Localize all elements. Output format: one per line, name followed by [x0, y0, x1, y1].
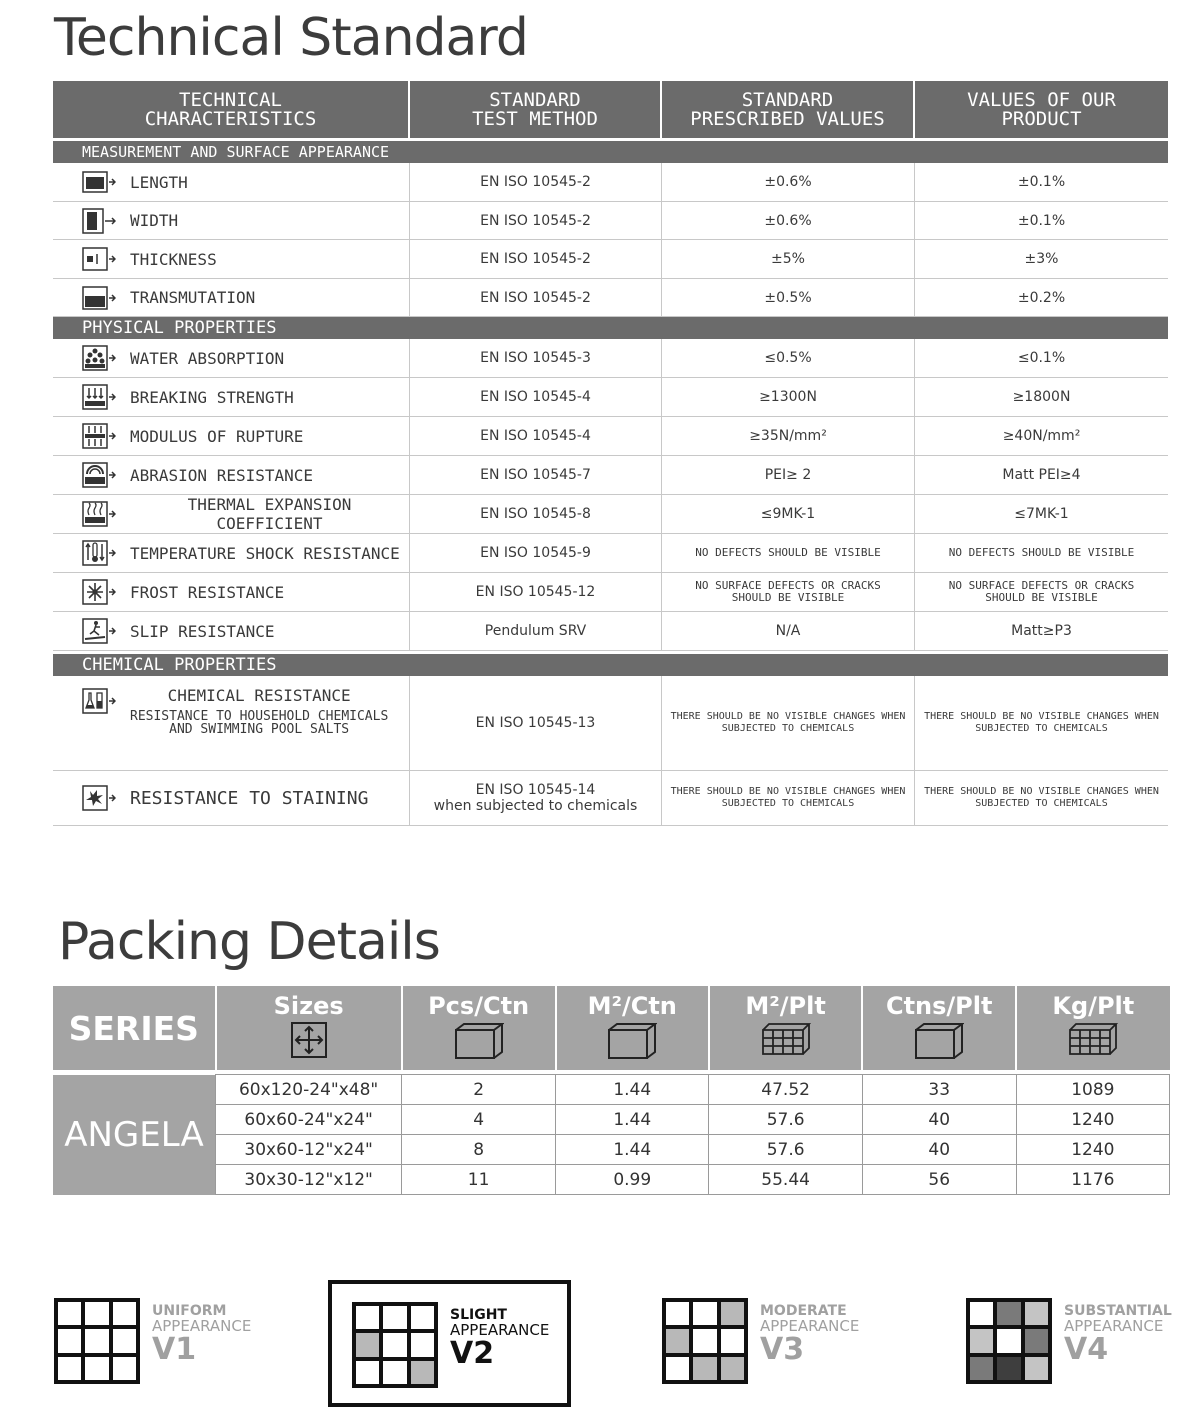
row-method: EN ISO 10545-9: [410, 534, 662, 572]
row-name: ABRASION RESISTANCE: [130, 465, 314, 485]
row-method: EN ISO 10545-7: [410, 456, 662, 494]
row-prescribed: NO DEFECTS SHOULD BE VISIBLE: [662, 534, 915, 572]
row-method: EN ISO 10545-3: [410, 339, 662, 377]
cell-kg-plt: 1240: [1016, 1135, 1169, 1165]
appearance-v1: [54, 1298, 251, 1384]
cell-ctns-plt: 33: [862, 1075, 1016, 1105]
row-product: THERE SHOULD BE NO VISIBLE CHANGES WHEN SUBJECTED TO CHEMICALS: [924, 786, 1159, 809]
table-row: [53, 1135, 1170, 1165]
row-product: NO DEFECTS SHOULD BE VISIBLE: [948, 546, 1135, 559]
width-icon: [82, 208, 116, 234]
row-name: MODULUS OF RUPTURE: [130, 426, 304, 446]
cell-pcs-ctn: 4: [402, 1105, 556, 1135]
cell-size: 60x120-24"x48": [216, 1075, 402, 1105]
row-prescribed: ≥1300N: [662, 378, 915, 416]
row-prescribed: ±0.6%: [662, 202, 915, 239]
header-sizes: [216, 986, 402, 1070]
row-product: Matt PEI≥4: [1002, 467, 1081, 483]
cell-kg-plt: 1089: [1016, 1075, 1169, 1105]
header-pcs-ctn-label: Pcs/Ctn: [428, 992, 530, 1020]
header-technical-characteristics: TECHNICAL CHARACTERISTICS: [53, 81, 410, 138]
staining-icon: [82, 785, 116, 811]
row-prescribed: ≥35N/mm²: [662, 417, 915, 455]
header-pcs-ctn: [402, 986, 556, 1070]
thermal-expansion-icon: [82, 501, 116, 527]
header-ctns-plt-label: Ctns/Plt: [885, 992, 993, 1020]
table-row: [53, 456, 1168, 495]
technical-standard-title: Technical Standard: [54, 8, 528, 68]
appearance-label: SUBSTANTIAL: [1064, 1303, 1172, 1319]
cell-size: 30x60-12"x24": [216, 1135, 402, 1165]
temperature-shock-icon: [82, 540, 116, 566]
row-product: ≥40N/mm²: [1002, 428, 1081, 444]
thickness-icon: [82, 246, 116, 272]
row-prescribed: ≤9MK-1: [662, 495, 915, 533]
appearance-code: V2: [450, 1336, 495, 1371]
cell-m2-plt: 55.44: [709, 1165, 862, 1195]
row-prescribed: ≤0.5%: [662, 339, 915, 377]
header-m2-plt-label: M²/Plt: [745, 992, 826, 1020]
carton-icon: [914, 1022, 964, 1060]
row-prescribed: PEI≥ 2: [662, 456, 915, 494]
cell-size: 60x60-24"x24": [216, 1105, 402, 1135]
table-row: [53, 1165, 1170, 1195]
row-method: EN ISO 10545-2: [410, 240, 662, 278]
table-row: [53, 534, 1168, 573]
appearance-sub: APPEARANCE: [1064, 1317, 1164, 1335]
technical-standard-table: [53, 81, 1168, 826]
table-row: [53, 495, 1168, 534]
appearance-v2: [328, 1280, 571, 1407]
water-absorption-icon: [82, 345, 116, 371]
cell-size: 30x30-12"x12": [216, 1165, 402, 1195]
row-name: THICKNESS: [130, 249, 217, 269]
appearance-v4: [966, 1298, 1172, 1384]
row-method: EN ISO 10545-2: [410, 163, 662, 201]
row-method: EN ISO 10545-4: [410, 417, 662, 455]
appearance-sub: APPEARANCE: [450, 1321, 550, 1339]
appearance-label: SLIGHT: [450, 1307, 507, 1323]
cell-m2-ctn: 1.44: [556, 1105, 709, 1135]
slight-grid-icon: [352, 1302, 438, 1388]
chemical-resistance-icon: [82, 688, 116, 714]
row-method: EN ISO 10545-8: [410, 495, 662, 533]
appearance-code: V4: [1064, 1332, 1109, 1367]
appearance-label: MODERATE: [760, 1303, 847, 1319]
transmutation-icon: [82, 285, 116, 311]
row-method: EN ISO 10545-12: [410, 573, 662, 611]
cell-ctns-plt: 40: [862, 1135, 1016, 1165]
pallet-icon: [1068, 1022, 1118, 1056]
row-product: ≥1800N: [1012, 389, 1071, 405]
section-measurement: MEASUREMENT AND SURFACE APPEARANCE: [53, 141, 1168, 163]
cell-ctns-plt: 40: [862, 1105, 1016, 1135]
table-row: [53, 202, 1168, 240]
modulus-of-rupture-icon: [82, 423, 116, 449]
row-method: EN ISO 10545-2: [410, 279, 662, 316]
cell-m2-plt: 57.6: [709, 1105, 862, 1135]
cell-m2-ctn: 0.99: [556, 1165, 709, 1195]
row-product: ≤0.1%: [1017, 350, 1066, 366]
cell-m2-plt: 57.6: [709, 1135, 862, 1165]
carton-icon: [607, 1022, 657, 1060]
cell-pcs-ctn: 2: [402, 1075, 556, 1105]
breaking-strength-icon: [82, 384, 116, 410]
length-icon: [82, 169, 116, 195]
row-subtitle: RESISTANCE TO HOUSEHOLD CHEMICALS AND SWIMMING POOL SALTS: [130, 709, 389, 737]
cell-m2-ctn: 1.44: [556, 1075, 709, 1105]
row-method: EN ISO 10545-13: [410, 676, 662, 770]
row-name: CHEMICAL RESISTANCE: [167, 686, 351, 705]
row-name: BREAKING STRENGTH: [130, 387, 294, 407]
row-name: SLIP RESISTANCE: [130, 621, 275, 641]
section-chemical: CHEMICAL PROPERTIES: [53, 654, 1168, 676]
row-method: EN ISO 10545-14 when subjected to chemicals: [410, 771, 662, 825]
row-product: THERE SHOULD BE NO VISIBLE CHANGES WHEN SUBJECTED TO CHEMICALS: [924, 711, 1159, 734]
table-row: [53, 279, 1168, 317]
row-name: TEMPERATURE SHOCK RESISTANCE: [130, 543, 400, 563]
row-prescribed: ±0.5%: [662, 279, 915, 316]
row-product: ±0.1%: [1017, 174, 1066, 190]
row-name: THERMAL EXPANSION COEFFICIENT: [187, 495, 352, 533]
header-m2-plt: [709, 986, 862, 1070]
header-kg-plt-label: Kg/Plt: [1052, 992, 1135, 1020]
table-row: [53, 771, 1168, 826]
row-method: Pendulum SRV: [410, 612, 662, 650]
row-name: FROST RESISTANCE: [130, 582, 285, 602]
appearance-sub: APPEARANCE: [152, 1317, 252, 1335]
cell-pcs-ctn: 11: [402, 1165, 556, 1195]
row-name: WIDTH: [130, 211, 179, 230]
header-m2-ctn: [556, 986, 709, 1070]
appearance-code: V1: [152, 1332, 197, 1367]
header-sizes-label: Sizes: [273, 992, 344, 1020]
carton-icon: [454, 1022, 504, 1060]
cell-kg-plt: 1176: [1016, 1165, 1169, 1195]
slip-resistance-icon: [82, 618, 116, 644]
table-row: [53, 339, 1168, 378]
row-prescribed: THERE SHOULD BE NO VISIBLE CHANGES WHEN SUBJECTED TO CHEMICALS: [662, 771, 915, 825]
row-prescribed: ±5%: [662, 240, 915, 278]
pallet-icon: [761, 1022, 811, 1056]
header-m2-ctn-label: M²/Ctn: [587, 992, 677, 1020]
packing-header: [53, 986, 1170, 1070]
header-product-values: VALUES OF OUR PRODUCT: [915, 81, 1168, 138]
packing-details-title: Packing Details: [58, 912, 440, 972]
row-prescribed: NO SURFACE DEFECTS OR CRACKS SHOULD BE VISIBLE: [662, 573, 915, 611]
row-product: Matt≥P3: [1011, 623, 1072, 639]
row-name: WATER ABSORPTION: [130, 348, 285, 368]
table-row: [53, 1075, 1170, 1105]
row-product: ≤7MK-1: [1014, 506, 1069, 522]
header-ctns-plt: [862, 986, 1016, 1070]
moderate-grid-icon: [662, 1298, 748, 1384]
uniform-grid-icon: [54, 1298, 140, 1384]
row-product: ±0.2%: [1017, 289, 1066, 306]
header-kg-plt: [1016, 986, 1169, 1070]
table-row: [53, 676, 1168, 771]
row-product: ±3%: [1024, 251, 1059, 267]
table-header: [53, 81, 1168, 138]
substantial-grid-icon: [966, 1298, 1052, 1384]
row-name: TRANSMUTATION: [130, 288, 256, 307]
table-row: [53, 417, 1168, 456]
cell-pcs-ctn: 8: [402, 1135, 556, 1165]
series-name: ANGELA: [53, 1075, 216, 1195]
header-prescribed-values: STANDARD PRESCRIBED VALUES: [662, 81, 915, 138]
row-product: NO SURFACE DEFECTS OR CRACKS SHOULD BE VISIBLE: [948, 579, 1135, 604]
header-test-method: STANDARD TEST METHOD: [410, 81, 662, 138]
appearance-label: UNIFORM: [152, 1303, 227, 1319]
cell-m2-ctn: 1.44: [556, 1135, 709, 1165]
row-method: EN ISO 10545-2: [410, 202, 662, 239]
move-arrows-icon: [291, 1022, 327, 1058]
header-series: SERIES: [53, 986, 216, 1070]
appearance-sub: APPEARANCE: [760, 1317, 860, 1335]
packing-table: [53, 986, 1170, 1195]
section-physical: PHYSICAL PROPERTIES: [53, 317, 1168, 339]
row-name: LENGTH: [130, 172, 188, 192]
appearance-v3: [662, 1298, 859, 1384]
cell-kg-plt: 1240: [1016, 1105, 1169, 1135]
table-row: [53, 573, 1168, 612]
table-row: [53, 1105, 1170, 1135]
table-row: [53, 240, 1168, 279]
appearance-code: V3: [760, 1332, 805, 1367]
row-prescribed: ±0.6%: [662, 163, 915, 201]
cell-ctns-plt: 56: [862, 1165, 1016, 1195]
abrasion-resistance-icon: [82, 462, 116, 488]
row-product: ±0.1%: [1017, 212, 1066, 229]
row-method: EN ISO 10545-4: [410, 378, 662, 416]
table-row: [53, 163, 1168, 202]
row-prescribed: N/A: [662, 612, 915, 650]
frost-resistance-icon: [82, 579, 116, 605]
table-row: [53, 612, 1168, 651]
row-name: RESISTANCE TO STAINING: [130, 787, 369, 809]
table-row: [53, 378, 1168, 417]
cell-m2-plt: 47.52: [709, 1075, 862, 1105]
row-prescribed: THERE SHOULD BE NO VISIBLE CHANGES WHEN SUBJECTED TO CHEMICALS: [662, 676, 915, 770]
